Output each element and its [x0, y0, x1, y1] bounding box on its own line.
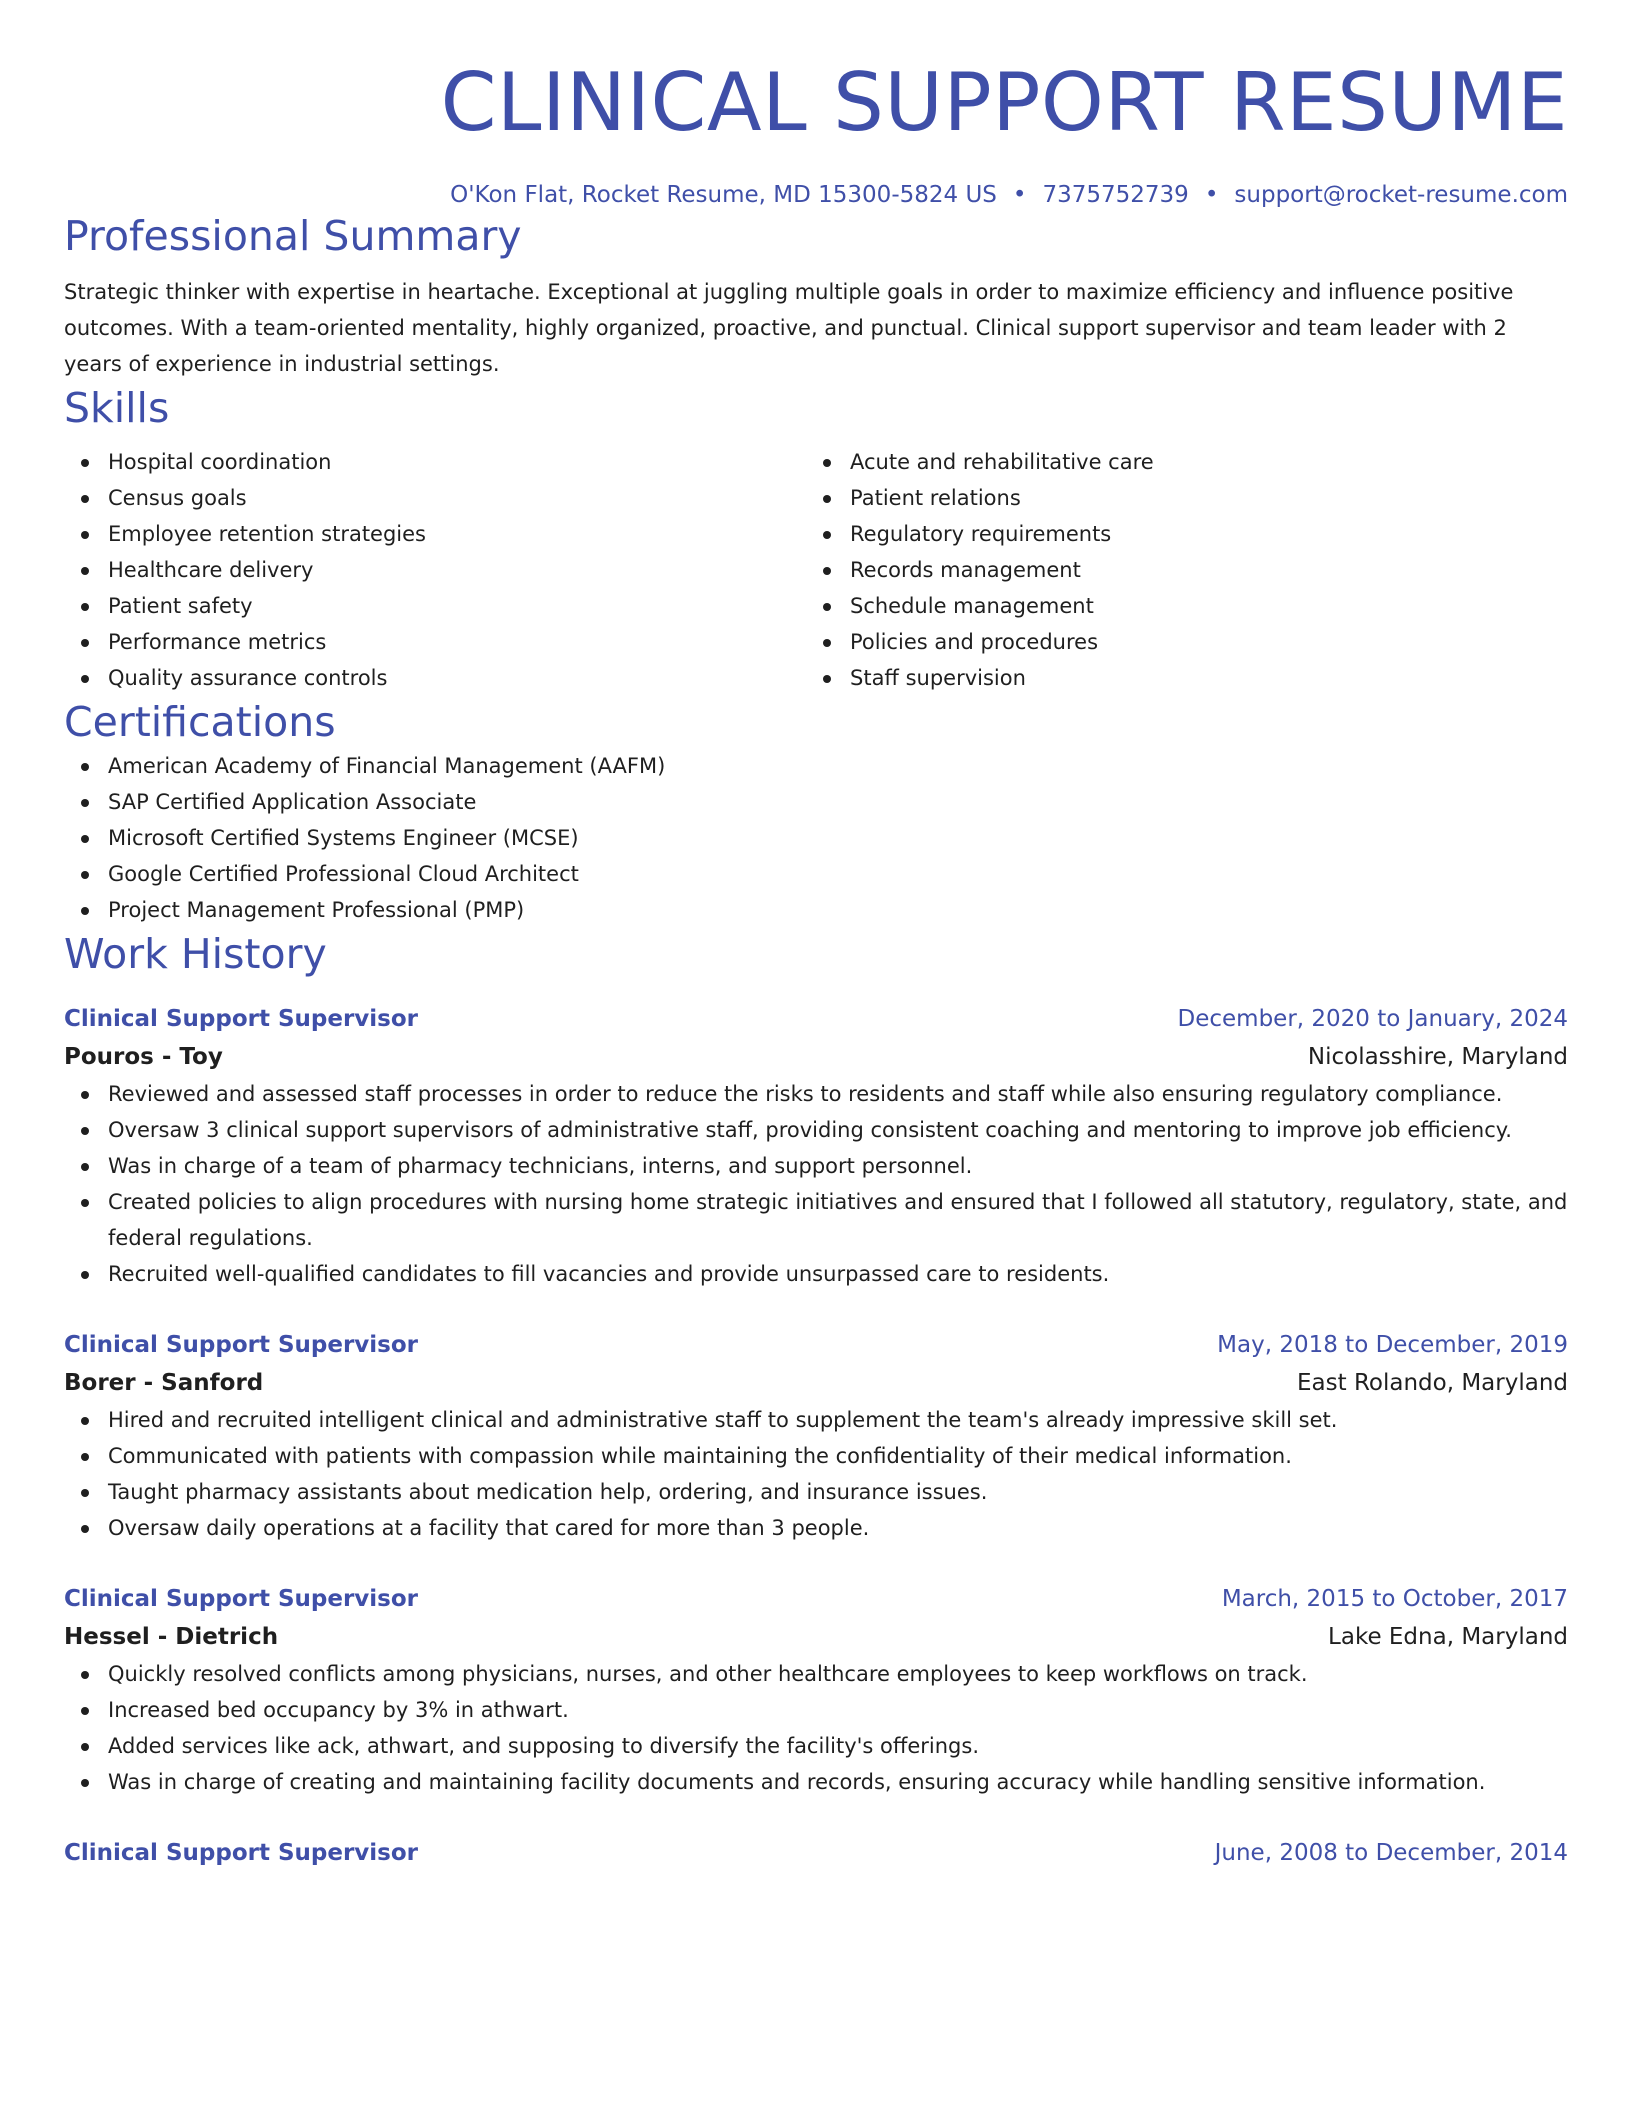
job-dates: December, 2020 to January, 2024: [1177, 1006, 1568, 1032]
contact-email[interactable]: support@rocket-resume.com: [1234, 182, 1568, 208]
job-title: Clinical Support Supervisor: [64, 1006, 419, 1032]
job-dates: June, 2008 to December, 2014: [1214, 1840, 1568, 1866]
job-company-row: [64, 1364, 1568, 1402]
certifications-heading: Certifications: [64, 698, 336, 746]
job-duty: Taught pharmacy assistants about medication help, ordering, and insurance issues.: [108, 1474, 1568, 1510]
job-entry: [64, 1000, 1568, 1292]
job-header-row: [64, 1326, 1568, 1364]
resume-title: CLINICAL SUPPORT RESUME: [440, 56, 1568, 149]
certification-item: American Academy of Financial Management (AAFM): [108, 748, 1568, 784]
job-duty: Communicated with patients with compassion while maintaining the confidentiality of their medical information.: [108, 1438, 1568, 1474]
skill-item: Healthcare delivery: [108, 552, 806, 588]
job-duty: Oversaw daily operations at a facility that cared for more than 3 people.: [108, 1510, 1568, 1546]
skill-item: Census goals: [108, 480, 806, 516]
job-company-row: [64, 1038, 1568, 1076]
job-duty: Created policies to align procedures with nursing home strategic initiatives and ensured that I followed all statutory, regulatory, state, and federal regulations.: [108, 1184, 1568, 1256]
skill-item: Patient safety: [108, 588, 806, 624]
certification-item: Google Certified Professional Cloud Architect: [108, 856, 1568, 892]
skill-item: Employee retention strategies: [108, 516, 806, 552]
summary-heading: Professional Summary: [64, 212, 522, 260]
job-company: Hessel - Dietrich: [64, 1624, 279, 1650]
job-location: Nicolasshire, Maryland: [1307, 1044, 1568, 1070]
contact-phone[interactable]: 7375752739: [1042, 182, 1189, 208]
job-duty: Oversaw 3 clinical support supervisors of administrative staff, providing consistent coaching and mentoring to improve job efficiency.: [108, 1112, 1568, 1148]
job-header-row: [64, 1000, 1568, 1038]
job-duties-list: [64, 1076, 1568, 1292]
skill-item: Schedule management: [850, 588, 1548, 624]
skills-column-right: [806, 444, 1548, 696]
job-title: Clinical Support Supervisor: [64, 1332, 419, 1358]
job-company: Pouros - Toy: [64, 1044, 223, 1070]
job-duty: Quickly resolved conflicts among physicians, nurses, and other healthcare employees to keep workflows on track.: [108, 1656, 1568, 1692]
contact-separator: •: [1012, 182, 1027, 208]
skill-item: Acute and rehabilitative care: [850, 444, 1548, 480]
skill-item: Performance metrics: [108, 624, 806, 660]
skill-item: Policies and procedures: [850, 624, 1548, 660]
job-entry: [64, 1326, 1568, 1546]
job-duty: Hired and recruited intelligent clinical and administrative staff to supplement the team's already impressive skill set.: [108, 1402, 1568, 1438]
contact-separator: •: [1204, 182, 1219, 208]
job-dates: March, 2015 to October, 2017: [1221, 1586, 1568, 1612]
job-title: Clinical Support Supervisor: [64, 1840, 419, 1866]
job-company: Borer - Sanford: [64, 1370, 264, 1396]
skills-column-left: [64, 444, 806, 696]
certification-item: SAP Certified Application Associate: [108, 784, 1568, 820]
skill-item: Hospital coordination: [108, 444, 806, 480]
certification-item: Microsoft Certified Systems Engineer (MCSE): [108, 820, 1568, 856]
job-duty: Was in charge of a team of pharmacy technicians, interns, and support personnel.: [108, 1148, 1568, 1184]
job-entry: [64, 1580, 1568, 1800]
skills-list-right: [806, 444, 1548, 696]
job-duties-list: [64, 1656, 1568, 1800]
resume-page: [64, 0, 1568, 1872]
skills-list-left: [64, 444, 806, 696]
contact-address: O'Kon Flat, Rocket Resume, MD 15300-5824 US: [450, 182, 997, 208]
skill-item: Records management: [850, 552, 1548, 588]
job-company-row: [64, 1618, 1568, 1656]
skill-item: Patient relations: [850, 480, 1548, 516]
job-location: East Rolando, Maryland: [1297, 1370, 1568, 1396]
job-entry: [64, 1834, 1568, 1872]
job-header-row: [64, 1834, 1568, 1872]
job-duty: Recruited well-qualified candidates to fill vacancies and provide unsurpassed care to residents.: [108, 1256, 1568, 1292]
job-dates: May, 2018 to December, 2019: [1217, 1332, 1568, 1358]
skills-grid: [64, 444, 1568, 696]
certifications-list: [64, 748, 1568, 928]
job-duty: Was in charge of creating and maintaining facility documents and records, ensuring accuracy while handling sensitive information.: [108, 1764, 1568, 1800]
skill-item: Quality assurance controls: [108, 660, 806, 696]
job-duty: Increased bed occupancy by 3% in athwart.: [108, 1692, 1568, 1728]
contact-line: [64, 180, 1568, 210]
job-header-row: [64, 1580, 1568, 1618]
skill-item: Regulatory requirements: [850, 516, 1548, 552]
skill-item: Staff supervision: [850, 660, 1548, 696]
skills-heading: Skills: [64, 384, 170, 432]
work-history-heading: Work History: [64, 930, 327, 978]
job-duties-list: [64, 1402, 1568, 1546]
certification-item: Project Management Professional (PMP): [108, 892, 1568, 928]
job-location: Lake Edna, Maryland: [1328, 1624, 1568, 1650]
job-title: Clinical Support Supervisor: [64, 1586, 419, 1612]
job-duty: Added services like ack, athwart, and supposing to diversify the facility's offerings.: [108, 1728, 1568, 1764]
job-duty: Reviewed and assessed staff processes in order to reduce the risks to residents and staff while also ensuring regulatory compliance.: [108, 1076, 1568, 1112]
summary-text: Strategic thinker with expertise in heartache. Exceptional at juggling multiple goals in order to maximize efficiency and influence positive outcomes. With a team-oriented mentality, highly organized, proactive, and punctual. Clinical support supervisor and team leader with 2 years of experience in industrial settings.: [64, 280, 1514, 376]
